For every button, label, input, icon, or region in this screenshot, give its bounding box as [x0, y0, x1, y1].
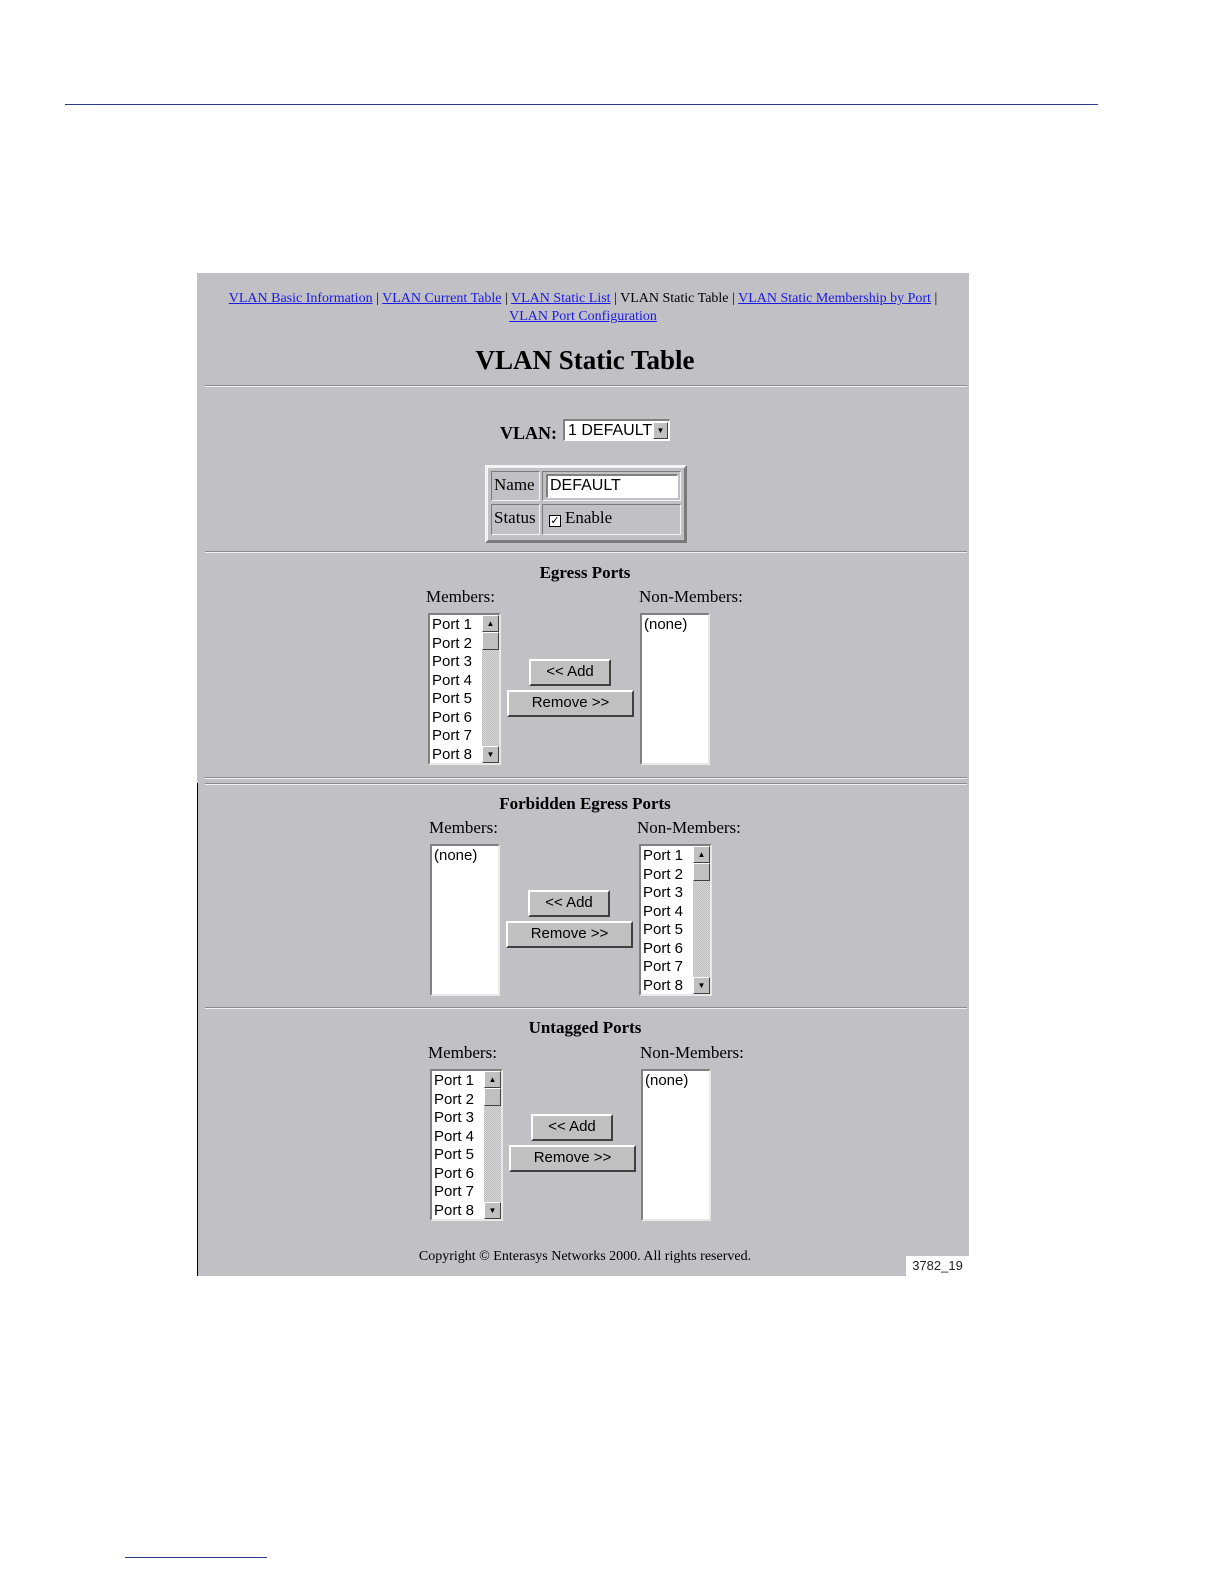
- list-item[interactable]: Port 2: [434, 1090, 475, 1108]
- nav-link-current-table[interactable]: VLAN Current Table: [382, 291, 502, 306]
- nav-bar: [197, 290, 969, 326]
- scroll-thumb[interactable]: [482, 632, 499, 650]
- untagged-ports-title: Untagged Ports: [528, 1018, 642, 1037]
- nav-link-membership-by-port[interactable]: VLAN Static Membership by Port: [738, 291, 931, 306]
- list-item[interactable]: Port 1: [643, 847, 684, 864]
- list-items: [432, 615, 472, 763]
- list-items: [434, 1071, 474, 1219]
- egress-add-button[interactable]: << Add: [529, 659, 611, 686]
- list-item[interactable]: Port 5: [434, 1146, 475, 1163]
- nav-separator: |: [614, 291, 617, 306]
- list-item[interactable]: (none): [434, 847, 478, 864]
- divider: [205, 551, 967, 553]
- name-label: Name: [491, 471, 540, 501]
- list-item[interactable]: Port 8: [432, 745, 473, 763]
- nav-current-static-table: VLAN Static Table: [620, 291, 729, 306]
- nav-separator: |: [732, 291, 735, 306]
- egress-ports-title: Egress Ports: [539, 563, 631, 582]
- list-item[interactable]: Port 3: [432, 653, 473, 670]
- list-item[interactable]: Port 4: [643, 902, 684, 920]
- name-cell: [542, 471, 681, 501]
- list-item[interactable]: (none): [644, 616, 688, 633]
- forbidden-egress-title: Forbidden Egress Ports: [499, 794, 671, 813]
- egress-nonmembers-label: Non-Members:: [639, 587, 743, 606]
- list-item[interactable]: Port 3: [643, 884, 684, 901]
- divider: [205, 783, 967, 785]
- divider: [205, 777, 967, 779]
- page-bottom-rule: [125, 1557, 267, 1558]
- forbidden-add-button[interactable]: << Add: [528, 890, 610, 917]
- scroll-up-icon[interactable]: ▲: [484, 1071, 501, 1088]
- list-item[interactable]: Port 6: [434, 1164, 475, 1182]
- list-item[interactable]: Port 7: [643, 958, 684, 975]
- list-item[interactable]: Port 5: [643, 921, 684, 938]
- untagged-members-label: Members:: [428, 1043, 497, 1062]
- list-item[interactable]: (none): [645, 1072, 689, 1089]
- list-items: [644, 615, 687, 634]
- nav-separator: |: [934, 291, 938, 306]
- list-items: [434, 846, 477, 865]
- divider: [205, 385, 967, 387]
- list-item[interactable]: Port 6: [643, 939, 684, 957]
- nav-link-basic-info[interactable]: VLAN Basic Information: [228, 291, 373, 306]
- scroll-down-icon[interactable]: ▼: [693, 977, 710, 994]
- nav-link-port-configuration[interactable]: VLAN Port Configuration: [509, 309, 657, 324]
- status-cell: [542, 504, 681, 535]
- scrollbar[interactable]: [693, 846, 710, 994]
- name-field[interactable]: DEFAULT: [546, 474, 678, 498]
- list-item[interactable]: Port 2: [643, 865, 684, 883]
- divider: [205, 1007, 967, 1009]
- list-item[interactable]: Port 3: [434, 1109, 475, 1126]
- copyright-text: Copyright © Enterasys Networks 2000. All rights reserved.: [418, 1249, 752, 1264]
- forbidden-members-list[interactable]: [430, 844, 500, 996]
- vlan-static-table-window: [197, 273, 969, 1276]
- list-item[interactable]: Port 7: [434, 1183, 475, 1200]
- scroll-down-icon[interactable]: ▼: [484, 1202, 501, 1219]
- list-items: [645, 1071, 688, 1090]
- vlan-label: VLAN:: [500, 422, 557, 443]
- vlan-settings-table: [485, 465, 687, 543]
- list-item[interactable]: Port 7: [432, 727, 473, 744]
- list-item[interactable]: Port 4: [434, 1127, 475, 1145]
- scroll-up-icon[interactable]: ▲: [482, 615, 499, 632]
- nav-link-static-list[interactable]: VLAN Static List: [511, 291, 611, 306]
- nav-separator: |: [504, 291, 508, 306]
- chevron-down-icon[interactable]: ▼: [653, 422, 668, 439]
- untagged-nonmembers-list[interactable]: [641, 1069, 711, 1221]
- list-item[interactable]: Port 4: [432, 671, 473, 689]
- scrollbar[interactable]: [482, 615, 499, 763]
- forbidden-nonmembers-label: Non-Members:: [637, 818, 741, 837]
- page-title: VLAN Static Table: [475, 345, 695, 375]
- scroll-thumb[interactable]: [484, 1088, 501, 1106]
- scroll-down-icon[interactable]: ▼: [482, 746, 499, 763]
- scrollbar[interactable]: [484, 1071, 501, 1219]
- status-label: Status: [491, 504, 540, 535]
- forbidden-members-label: Members:: [429, 818, 498, 837]
- egress-remove-button[interactable]: Remove >>: [507, 690, 634, 717]
- untagged-nonmembers-label: Non-Members:: [640, 1043, 744, 1062]
- egress-nonmembers-list[interactable]: [640, 613, 710, 765]
- forbidden-remove-button[interactable]: Remove >>: [506, 921, 633, 948]
- nav-separator: |: [376, 291, 379, 306]
- untagged-members-list[interactable]: [430, 1069, 503, 1221]
- vlan-select[interactable]: [563, 419, 670, 441]
- vlan-select-value: 1 DEFAULT: [568, 422, 653, 439]
- list-items: [643, 846, 683, 994]
- list-item[interactable]: Port 5: [432, 690, 473, 707]
- enable-checkbox[interactable]: ✓: [550, 515, 560, 527]
- page-top-rule: [65, 104, 1098, 105]
- untagged-add-button[interactable]: << Add: [531, 1114, 613, 1141]
- egress-members-list[interactable]: [428, 613, 501, 765]
- vlan-selector-row: [500, 418, 670, 442]
- figure-id: 3782_19: [906, 1256, 969, 1276]
- egress-members-label: Members:: [426, 587, 495, 606]
- untagged-remove-button[interactable]: Remove >>: [509, 1145, 636, 1172]
- list-item[interactable]: Port 8: [434, 1201, 475, 1219]
- list-item[interactable]: Port 1: [434, 1072, 475, 1089]
- list-item[interactable]: Port 6: [432, 708, 473, 726]
- scroll-thumb[interactable]: [693, 863, 710, 881]
- enable-label: Enable: [565, 508, 613, 527]
- list-item[interactable]: Port 8: [643, 976, 684, 994]
- list-item[interactable]: Port 1: [432, 616, 473, 633]
- scroll-up-icon[interactable]: ▲: [693, 846, 710, 863]
- list-item[interactable]: Port 2: [432, 634, 473, 652]
- forbidden-nonmembers-list[interactable]: [639, 844, 712, 996]
